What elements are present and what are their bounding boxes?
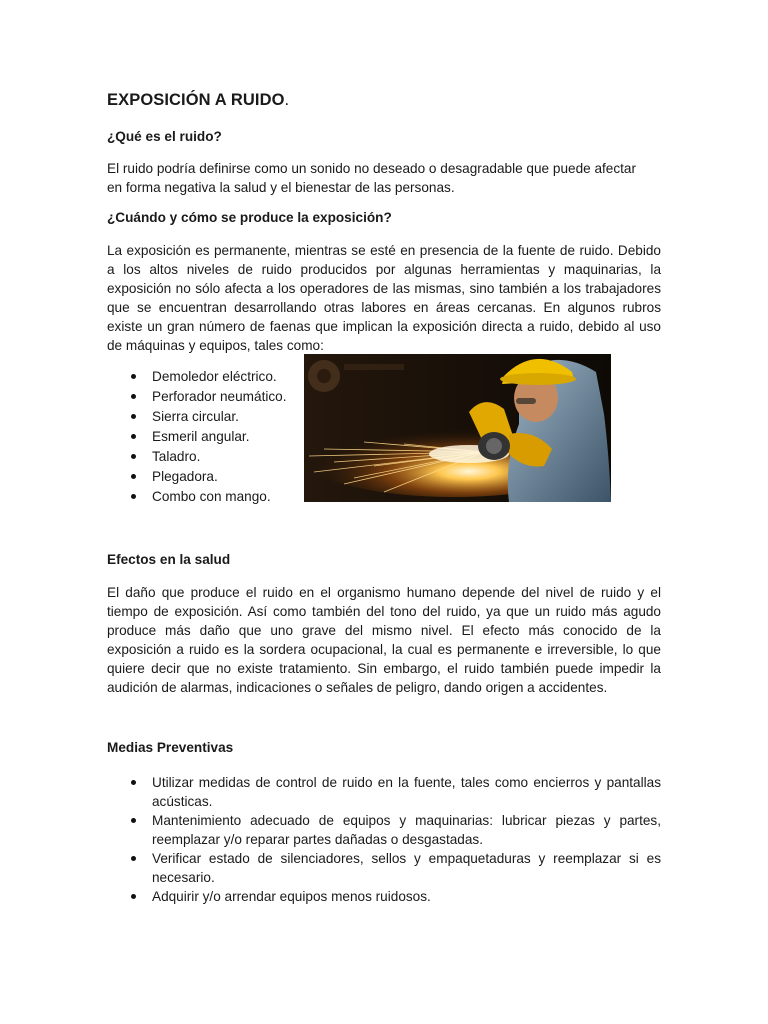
worker-grinding-photo: [304, 354, 611, 502]
measures-list: [107, 773, 661, 906]
list-item-line: acústicas.: [152, 794, 213, 809]
paragraph-line: tiempo de exposición. Así como también del tono del ruido, ya que un ruido más agudo: [107, 604, 661, 619]
heading-what-is-noise: ¿Qué es el ruido?: [107, 129, 222, 144]
paragraph-line: El ruido podría definirse como un sonido no deseado o desagradable que puede afectar: [107, 161, 637, 176]
paragraph-line: La exposición es permanente, mientras se esté en presencia de la fuente de ruido. Debido: [107, 243, 661, 258]
paragraph-line: El daño que produce el ruido en el organismo humano depende del nivel de ruido y el: [107, 585, 661, 600]
heading-health-effects: Efectos en la salud: [107, 552, 231, 567]
list-item: Esmeril angular.: [107, 427, 287, 447]
paragraph-line: de máquinas y equipos, tales como:: [107, 338, 324, 353]
paragraph-line: exposición a ruido es la sordera ocupacional, la cual es permanente e irreversible, lo que: [107, 642, 661, 657]
paragraph-line: en forma negativa la salud y el bienestar de las personas.: [107, 180, 455, 195]
list-item-line: necesario.: [152, 870, 215, 885]
paragraph-line: quiere decir que no existe tratamiento. Sin embargo, el ruido también puede impedir la: [107, 661, 661, 676]
paragraph-health-effects: [107, 583, 661, 697]
list-item: Combo con mango.: [107, 487, 287, 507]
paragraph-exposure: [107, 241, 661, 355]
list-item: Sierra circular.: [107, 407, 287, 427]
list-item: Plegadora.: [107, 467, 287, 487]
paragraph-what-is-noise: [107, 159, 661, 197]
list-item-line: Adquirir y/o arrendar equipos menos ruidosos.: [152, 889, 431, 904]
list-item-line: reemplazar y/o reparar partes dañadas o desgastadas.: [152, 832, 483, 847]
paragraph-line: a los altos niveles de ruido producidos por algunas herramientas y maquinarias, la: [107, 262, 661, 277]
document-title: [107, 91, 289, 110]
list-item: [107, 887, 661, 906]
list-item: Taladro.: [107, 447, 287, 467]
list-item: Demoledor eléctrico.: [107, 367, 287, 387]
list-item-line: Mantenimiento adecuado de equipos y maquinarias: lubricar piezas y partes,: [152, 813, 661, 828]
heading-preventive-measures: Medias Preventivas: [107, 740, 234, 755]
paragraph-line: que se encuentran desarrollando otras labores en áreas cercanas. En algunos rubros: [107, 300, 661, 315]
paragraph-line: audición de alarmas, indicaciones o señales de peligro, dando origen a accidentes.: [107, 680, 608, 695]
paragraph-line: exposición no sólo afecta a los operadores de las mismas, sino también a los trabajadores: [107, 281, 661, 296]
paragraph-line: existe un gran número de faenas que implican la exposición directa a ruido, debido al uso: [107, 319, 661, 334]
list-item: Perforador neumático.: [107, 387, 287, 407]
list-item: [107, 849, 661, 887]
document-title-text: EXPOSICIÓN A RUIDO: [107, 91, 285, 109]
list-item-line: Verificar estado de silenciadores, sellos y empaquetaduras y reemplazar si es: [152, 851, 661, 866]
list-item-line: Utilizar medidas de control de ruido en la fuente, tales como encierros y pantallas: [152, 775, 661, 790]
heading-when-how-exposure: ¿Cuándo y cómo se produce la exposición?: [107, 210, 392, 225]
document-title-dot: .: [284, 91, 290, 109]
tools-list: [107, 367, 287, 507]
list-item: [107, 773, 661, 811]
paragraph-line: produce más daño que uno grave del mismo nivel. El efecto más conocido de la: [107, 623, 661, 638]
list-item: [107, 811, 661, 849]
